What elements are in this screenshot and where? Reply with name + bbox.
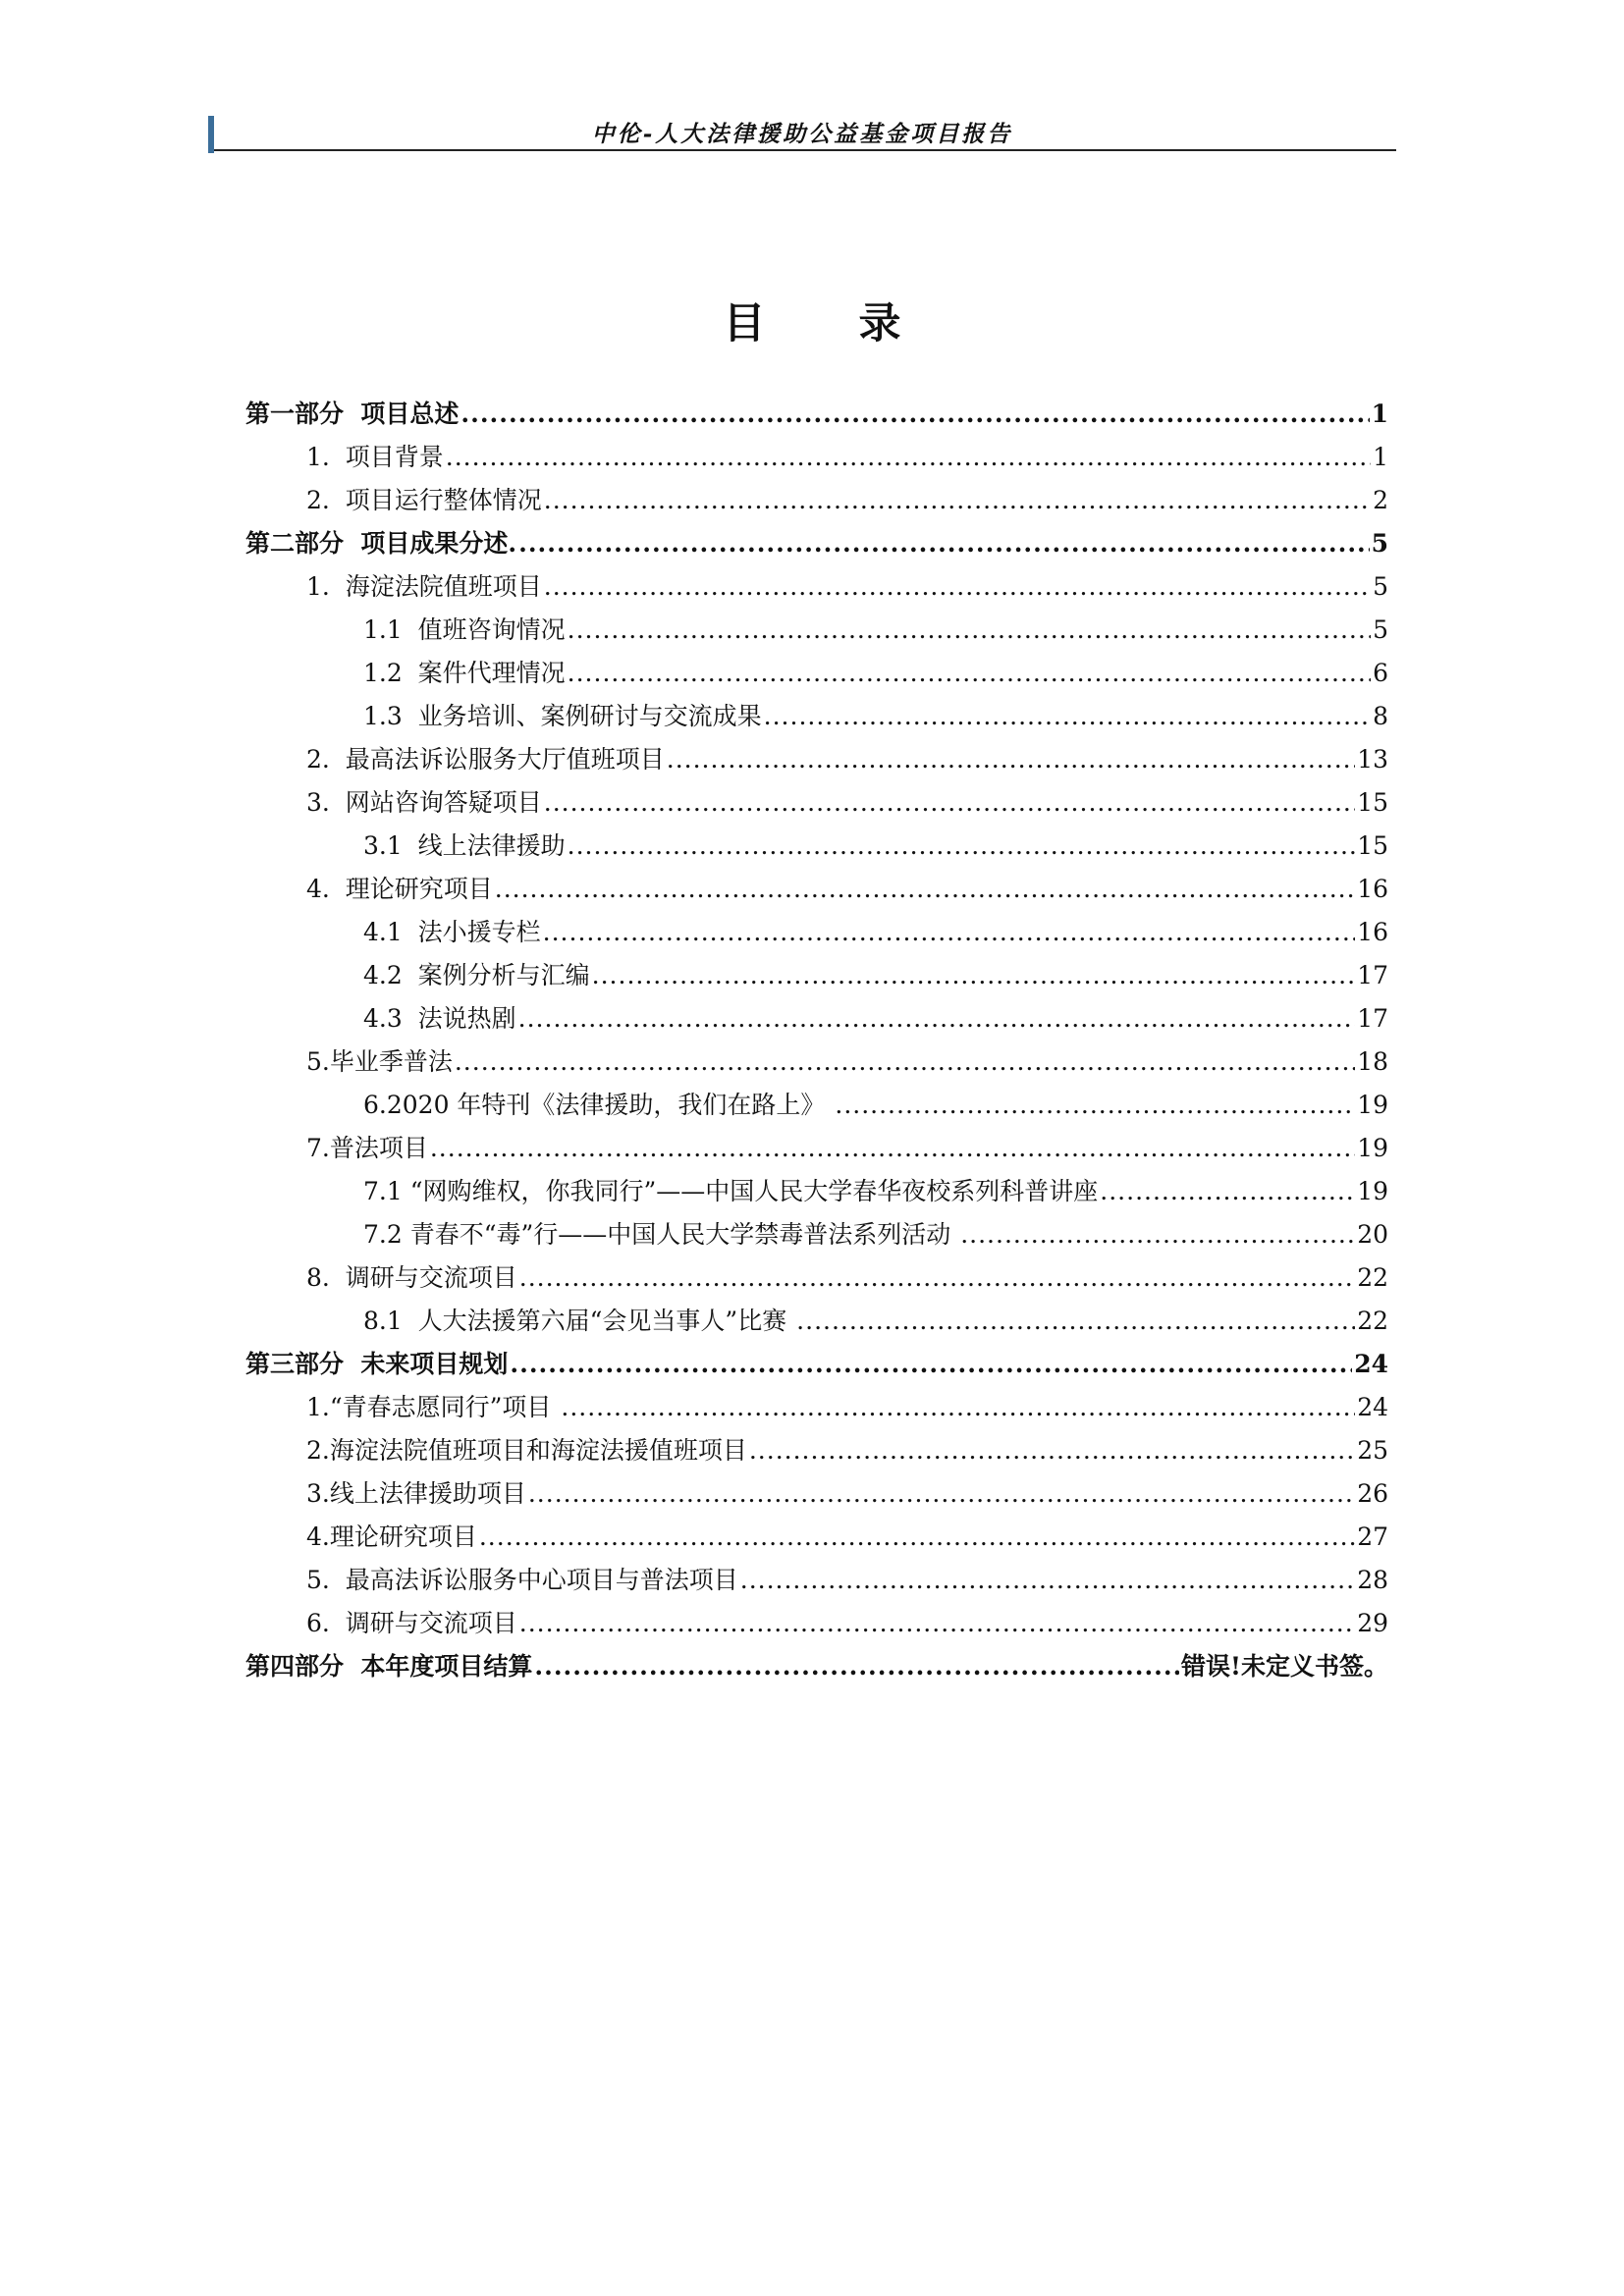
toc-entry-label: 8.1 人大法援第六届“会见当事人”比赛	[363, 1307, 795, 1335]
toc-leader-dots	[528, 1472, 1355, 1516]
toc-entry-label: 第一部分 项目总述	[245, 400, 460, 428]
toc-leader-dots	[543, 911, 1356, 954]
toc-entry-label: 1.2 案件代理情况	[363, 659, 566, 687]
toc-entry-label: 5.毕业季普法	[306, 1047, 453, 1076]
toc-entry[interactable]	[245, 738, 1388, 781]
toc-entry[interactable]	[245, 1256, 1388, 1300]
toc-entry[interactable]	[245, 1084, 1388, 1127]
toc-leader-dots	[568, 652, 1371, 695]
toc-entry-page: 5	[1373, 615, 1388, 644]
toc-entry[interactable]	[245, 436, 1388, 479]
toc-entry-label: 2. 项目运行整体情况	[306, 486, 542, 514]
toc-entry[interactable]	[245, 1343, 1388, 1386]
toc-entry-label: 2.海淀法院值班项目和海淀法援值班项目	[306, 1436, 747, 1465]
toc-entry[interactable]	[245, 479, 1388, 522]
toc-entry[interactable]	[245, 609, 1388, 652]
toc-entry-page: 15	[1357, 831, 1388, 860]
toc-entry-label: 4.2 案例分析与汇编	[363, 961, 590, 989]
toc-entry-page: 6	[1373, 659, 1388, 687]
toc-entry[interactable]	[245, 522, 1388, 565]
toc-entry[interactable]	[245, 868, 1388, 911]
toc-entry[interactable]	[245, 393, 1388, 436]
toc-entry[interactable]	[245, 565, 1388, 609]
toc-entry-page: 26	[1357, 1479, 1388, 1508]
toc-leader-dots	[796, 1300, 1355, 1343]
toc-entry-page: 19	[1357, 1134, 1388, 1162]
toc-leader-dots	[544, 565, 1371, 609]
toc-leader-dots	[455, 1041, 1355, 1084]
toc-leader-dots	[835, 1084, 1355, 1127]
toc-entry-label: 4.理论研究项目	[306, 1522, 477, 1551]
toc-leader-dots	[592, 954, 1356, 997]
toc-entry-page: 5	[1373, 572, 1388, 601]
toc-leader-dots	[1100, 1170, 1355, 1213]
toc-entry-page: 25	[1357, 1436, 1388, 1465]
toc-entry-label: 7.2 青春不“毒”行——中国人民大学禁毒普法系列活动	[363, 1220, 959, 1249]
table-of-contents	[245, 393, 1388, 1688]
toc-entry-page: 8	[1373, 702, 1388, 730]
toc-leader-dots	[568, 609, 1371, 652]
toc-entry[interactable]	[245, 1645, 1388, 1688]
toc-entry-page: 20	[1357, 1220, 1388, 1249]
toc-entry-label: 3.1 线上法律援助	[363, 831, 566, 860]
toc-entry[interactable]	[245, 954, 1388, 997]
toc-entry-label: 6.2020 年特刊《法律援助，我们在路上》	[363, 1091, 834, 1119]
toc-leader-dots	[518, 522, 1369, 565]
toc-leader-dots	[667, 738, 1355, 781]
toc-entry-page: 29	[1357, 1609, 1388, 1637]
toc-entry-label: 2. 最高法诉讼服务大厅值班项目	[306, 745, 665, 774]
toc-entry-label: 5. 最高法诉讼服务中心项目与普法项目	[306, 1566, 738, 1594]
toc-entry-label: 1.“青春志愿同行”项目	[306, 1393, 560, 1421]
toc-leader-dots	[446, 436, 1371, 479]
toc-entry-page: 2	[1373, 486, 1388, 514]
toc-entry[interactable]	[245, 1602, 1388, 1645]
toc-entry[interactable]	[245, 1127, 1388, 1170]
toc-entry-page: 24	[1357, 1393, 1388, 1421]
toc-entry-page: 1	[1373, 443, 1388, 471]
toc-entry-page: 13	[1357, 745, 1388, 774]
toc-entry-label: 1.3 业务培训、案例研讨与交流成果	[363, 702, 762, 730]
toc-entry-label: 第三部分 未来项目规划	[245, 1350, 509, 1378]
toc-entry-page: 17	[1357, 1004, 1388, 1033]
toc-leader-dots	[519, 1256, 1355, 1300]
toc-entry[interactable]	[245, 1429, 1388, 1472]
toc-entry-label: 8. 调研与交流项目	[306, 1263, 517, 1292]
toc-entry[interactable]	[245, 997, 1388, 1041]
toc-leader-dots	[544, 781, 1355, 825]
toc-leader-dots	[764, 695, 1371, 738]
toc-entry[interactable]	[245, 781, 1388, 825]
toc-entry-page: 18	[1357, 1047, 1388, 1076]
toc-entry-label: 第二部分 项目成果分述.	[245, 529, 517, 558]
toc-leader-dots	[534, 1645, 1179, 1688]
toc-entry[interactable]	[245, 1213, 1388, 1256]
toc-leader-dots	[960, 1213, 1355, 1256]
toc-entry-label: 1. 项目背景	[306, 443, 444, 471]
toc-entry-label: 3. 网站咨询答疑项目	[306, 788, 542, 817]
toc-entry-page: 19	[1357, 1091, 1388, 1119]
toc-entry-page: 16	[1357, 875, 1388, 903]
toc-leader-dots	[568, 825, 1356, 868]
toc-entry[interactable]	[245, 1041, 1388, 1084]
toc-leader-dots	[495, 868, 1355, 911]
toc-entry-page: 27	[1357, 1522, 1388, 1551]
toc-entry-label: 1. 海淀法院值班项目	[306, 572, 542, 601]
toc-entry-label: 4.3 法说热剧	[363, 1004, 516, 1033]
toc-entry[interactable]	[245, 1472, 1388, 1516]
toc-entry[interactable]	[245, 911, 1388, 954]
toc-entry-label: 第四部分 本年度项目结算	[245, 1652, 533, 1681]
toc-entry[interactable]	[245, 1516, 1388, 1559]
toc-entry-page: 17	[1357, 961, 1388, 989]
toc-leader-dots	[460, 393, 1369, 436]
toc-entry-page: 22	[1357, 1263, 1388, 1292]
toc-entry[interactable]	[245, 1300, 1388, 1343]
toc-entry[interactable]	[245, 825, 1388, 868]
page-header	[208, 110, 1396, 151]
toc-entry-label: 7.1 “网购维权，你我同行”——中国人民大学春华夜校系列科普讲座	[363, 1177, 1099, 1205]
toc-entry-label: 4.1 法小援专栏	[363, 918, 541, 946]
header-rule	[214, 149, 1396, 151]
toc-leader-dots	[561, 1386, 1355, 1429]
toc-entry-page: 16	[1357, 918, 1388, 946]
toc-leader-dots	[544, 479, 1371, 522]
toc-entry[interactable]	[245, 1386, 1388, 1429]
toc-entry-page: 错误!未定义书签。	[1181, 1652, 1388, 1681]
toc-leader-dots	[749, 1429, 1355, 1472]
toc-entry-label: 6. 调研与交流项目	[306, 1609, 517, 1637]
toc-entry-page: 5	[1371, 529, 1388, 558]
toc-leader-dots	[510, 1343, 1352, 1386]
toc-entry-label: 4. 理论研究项目	[306, 875, 493, 903]
toc-entry-page: 28	[1357, 1566, 1388, 1594]
toc-leader-dots	[518, 997, 1356, 1041]
toc-entry-page: 24	[1354, 1350, 1388, 1378]
toc-leader-dots	[519, 1602, 1355, 1645]
toc-entry-label: 7.普法项目	[306, 1134, 428, 1162]
toc-leader-dots	[430, 1127, 1355, 1170]
toc-entry-page: 15	[1357, 788, 1388, 817]
toc-entry-label: 3.线上法律援助项目	[306, 1479, 526, 1508]
toc-entry-page: 22	[1357, 1307, 1388, 1335]
toc-entry-page: 19	[1357, 1177, 1388, 1205]
page-title: 目 录	[723, 299, 941, 348]
toc-entry[interactable]	[245, 1170, 1388, 1213]
toc-entry[interactable]	[245, 1559, 1388, 1602]
toc-entry-page: 1	[1371, 400, 1388, 428]
toc-entry[interactable]	[245, 652, 1388, 695]
header-title: 中伦-人大法律援助公益基金项目报告	[591, 121, 1013, 147]
toc-entry-label: 1.1 值班咨询情况	[363, 615, 566, 644]
toc-leader-dots	[479, 1516, 1355, 1559]
toc-entry[interactable]	[245, 695, 1388, 738]
toc-leader-dots	[740, 1559, 1355, 1602]
